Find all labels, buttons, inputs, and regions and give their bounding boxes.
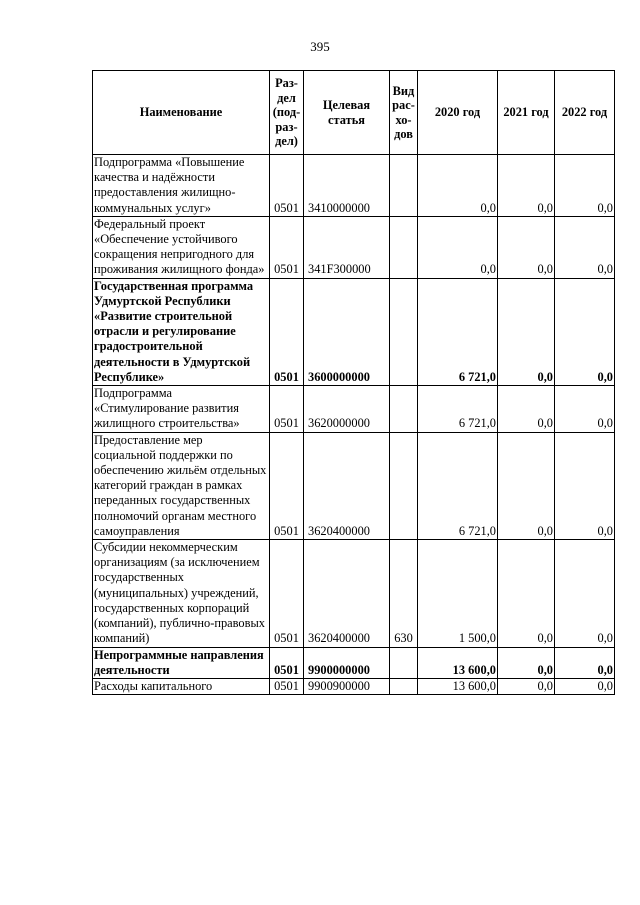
- row-target: 3600000000: [304, 278, 390, 385]
- row-2022: 0,0: [555, 278, 615, 385]
- row-kind: [390, 647, 418, 678]
- header-2021: 2021 год: [498, 71, 555, 155]
- header-2020: 2020 год: [418, 71, 498, 155]
- table-row: [93, 278, 615, 385]
- row-2020: 6 721,0: [418, 386, 498, 433]
- table-row: [93, 386, 615, 433]
- row-target: 3620400000: [304, 432, 390, 539]
- row-2022: 0,0: [555, 432, 615, 539]
- row-section: 0501: [270, 540, 304, 647]
- row-2020: 13 600,0: [418, 647, 498, 678]
- row-2020: 13 600,0: [418, 678, 498, 694]
- row-name: Подпрограмма «Повышение качества и надёжности предоставления жилищно-коммунальных услуг»: [93, 155, 270, 217]
- row-kind: [390, 216, 418, 278]
- row-target: 341F300000: [304, 216, 390, 278]
- row-kind: [390, 278, 418, 385]
- row-section: 0501: [270, 216, 304, 278]
- row-target: 3410000000: [304, 155, 390, 217]
- row-2021: 0,0: [498, 278, 555, 385]
- row-name: Государственная программа Удмуртской Республики «Развитие строительной отрасли и регулирование градостроительной деятельности в Удмуртской Республике»: [93, 278, 270, 385]
- row-2022: 0,0: [555, 678, 615, 694]
- table-row: [93, 216, 615, 278]
- row-2020: 0,0: [418, 155, 498, 217]
- row-name: Предоставление мер социальной поддержки по обеспечению жильём отдельных категорий граждан в рамках переданных государственных полномочий органам местного самоуправления: [93, 432, 270, 539]
- table-row: [93, 678, 615, 694]
- row-2021: 0,0: [498, 216, 555, 278]
- table-row: [93, 540, 615, 647]
- row-section: 0501: [270, 155, 304, 217]
- page-number: 395: [310, 39, 330, 54]
- header-name: Наименование: [93, 71, 270, 155]
- row-2021: 0,0: [498, 647, 555, 678]
- row-section: 0501: [270, 647, 304, 678]
- row-kind: [390, 678, 418, 694]
- header-target: Целевая статья: [304, 71, 390, 155]
- row-2022: 0,0: [555, 155, 615, 217]
- row-2020: 6 721,0: [418, 432, 498, 539]
- header-section: Раз- дел (под- раз- дел): [270, 71, 304, 155]
- row-2021: 0,0: [498, 540, 555, 647]
- table-row: [93, 647, 615, 678]
- row-2021: 0,0: [498, 155, 555, 217]
- budget-table: [92, 70, 615, 695]
- row-target: 3620000000: [304, 386, 390, 433]
- row-target: 9900900000: [304, 678, 390, 694]
- header-row: [93, 71, 615, 155]
- row-2022: 0,0: [555, 647, 615, 678]
- row-target: 9900000000: [304, 647, 390, 678]
- row-name: Подпрограмма «Стимулирование развития жилищного строительства»: [93, 386, 270, 433]
- row-name: Федеральный проект «Обеспечение устойчивого сокращения непригодного для проживания жилищного фонда»: [93, 216, 270, 278]
- row-kind: [390, 155, 418, 217]
- row-target: 3620400000: [304, 540, 390, 647]
- row-2022: 0,0: [555, 540, 615, 647]
- row-kind: [390, 432, 418, 539]
- row-name: Непрограммные направления деятельности: [93, 647, 270, 678]
- row-name: Расходы капитального: [93, 678, 270, 694]
- table-row: [93, 432, 615, 539]
- row-2021: 0,0: [498, 678, 555, 694]
- header-expense-kind: Вид рас- хо- дов: [390, 71, 418, 155]
- row-section: 0501: [270, 432, 304, 539]
- row-kind: 630: [390, 540, 418, 647]
- row-2020: 0,0: [418, 216, 498, 278]
- table-row: [93, 155, 615, 217]
- row-section: 0501: [270, 386, 304, 433]
- row-name: Субсидии некоммерческим организациям (за исключением государственных (муниципальных) учреждений, государственных корпораций (компаний), публично-правовых компаний): [93, 540, 270, 647]
- row-2022: 0,0: [555, 216, 615, 278]
- row-2020: 6 721,0: [418, 278, 498, 385]
- row-section: 0501: [270, 278, 304, 385]
- row-kind: [390, 386, 418, 433]
- header-2022: 2022 год: [555, 71, 615, 155]
- row-2021: 0,0: [498, 432, 555, 539]
- row-section: 0501: [270, 678, 304, 694]
- row-2021: 0,0: [498, 386, 555, 433]
- row-2022: 0,0: [555, 386, 615, 433]
- row-2020: 1 500,0: [418, 540, 498, 647]
